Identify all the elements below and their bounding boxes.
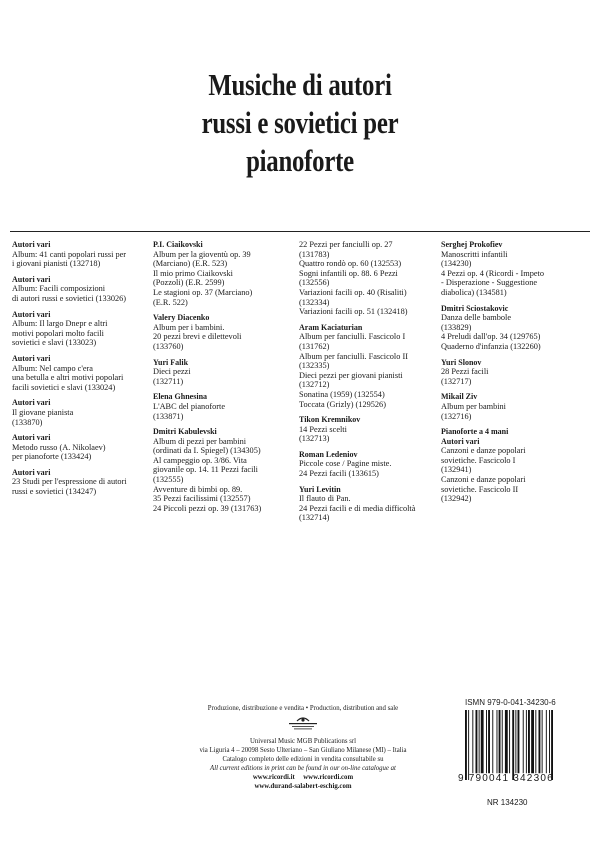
catalog-entry xyxy=(12,398,144,427)
catalog-column-2 xyxy=(153,240,288,519)
entry-author: Autori vari xyxy=(12,398,51,408)
catalog-entry xyxy=(12,275,144,304)
entry-works: Piccole cose / Pagine miste. 24 Pezzi facili (133615) xyxy=(299,459,392,479)
entry-author: P.I. Ciaikovski xyxy=(153,240,203,249)
barcode-bar xyxy=(476,710,478,773)
catalog-entry xyxy=(12,310,144,348)
entry-works: Danza delle bambole (133829) 4 Preludi dall'op. 34 (129765) Quaderno d'infanzia (132260) xyxy=(441,313,541,351)
catalog-entry xyxy=(299,415,429,444)
entry-works: Album per i bambini. 20 pezzi brevi e dilettevoli (133760) xyxy=(153,322,242,351)
entry-author: Autori vari xyxy=(12,467,51,477)
entry-author: Yuri Levitin xyxy=(299,484,341,494)
barcode-bar xyxy=(531,710,534,773)
barcode-bar xyxy=(528,710,530,773)
entry-author: Roman Ledeniov xyxy=(299,449,358,459)
entry-author: Aram Kaciaturian xyxy=(299,322,363,332)
barcode-bar xyxy=(505,710,508,773)
entry-works: Album per bambini (132716) xyxy=(441,401,506,421)
barcode-bar xyxy=(472,710,473,773)
title-line-2: russi e sovietici per xyxy=(201,105,399,140)
entry-works: Album: Facili composizioni di autori russi e sovietici (133026) xyxy=(12,284,127,303)
horizontal-divider xyxy=(10,231,590,232)
barcode-bar xyxy=(526,710,527,773)
entry-works: Album per la gioventù op. 39 (Marciano) (E.R. 523) Il mio primo Ciaikovski (Pozzoli) (E.R. 2599) Le stagioni op. 37 (Marciano) (E.R. 522) xyxy=(153,249,253,307)
entry-works: Canzoni e danze popolari sovietiche. Fascicolo I (132941) Canzoni e danze popolari sovietiche. Fascicolo II (132942) xyxy=(441,446,526,504)
entry-works: Album per fanciulli. Fascicolo I (131762) Album per fanciulli. Fascicolo II (132335) Dieci pezzi per giovani pianisti (132712) Sonatina (1959) (132554) Toccata (Grizly) (129526) xyxy=(299,332,408,409)
website-links: www.ricordi.it www.ricordi.com xyxy=(252,774,354,781)
entry-works: Metodo russo (A. Nikolaev) per pianoforte (133424) xyxy=(12,442,106,462)
entry-author: Tikon Kremnikov xyxy=(299,415,361,425)
entry-works: 23 Studi per l'espressione di autori russi e sovietici (134247) xyxy=(12,477,127,497)
entry-works: Album di pezzi per bambini (ordinati da I. Spiegel) (134305) Al campeggio op. 3/86. Vita giovanile op. 14. 11 Pezzi facili (132555) Avventure di bimbi op. 89. 35 Pezzi facilissimi (132557) 24 Piccoli pezzi op. 39 (131763) xyxy=(153,436,262,513)
barcode-bar xyxy=(486,710,487,773)
catalog-entry xyxy=(12,433,144,462)
catalog-entry xyxy=(441,240,591,298)
catalog-entry xyxy=(12,240,144,269)
catalog-entry xyxy=(153,427,288,513)
entry-works: Manoscritti infantili (134230) 4 Pezzi op. 4 (Ricordi - Impeto - Disperazione - Suggestione diabolica) (134581) xyxy=(441,249,544,297)
entry-author: Dmitri Sciostakovic xyxy=(441,303,509,313)
barcode-bar xyxy=(481,710,484,773)
barcode-bar xyxy=(502,710,503,773)
entry-works: Il giovane pianista (133870) xyxy=(12,407,74,427)
entry-author: Valery Diacenko xyxy=(153,313,210,323)
title-line-1: Musiche di autori xyxy=(208,67,392,102)
catalog-entry xyxy=(299,240,429,317)
publisher-footer xyxy=(150,704,456,791)
barcode-bar xyxy=(535,710,536,773)
catalog-note-it: Catalogo completo delle edizioni in vendita consultabile su xyxy=(222,756,384,763)
website-durand: www.durand-salabert-eschig.com xyxy=(254,783,352,790)
barcode-digits: 9 790041 342306 xyxy=(458,773,554,784)
entry-author: Autori vari xyxy=(12,309,51,319)
barcode-bar xyxy=(549,710,550,773)
entry-author: Mikail Ziv xyxy=(441,392,478,402)
production-line: Produzione, distribuzione e vendita • Production, distribution and sale xyxy=(207,705,399,712)
publisher-name: Universal Music MGB Publications srl xyxy=(249,738,357,745)
catalog-entry xyxy=(299,485,429,523)
entry-works: Album: Il largo Dnepr e altri motivi popolari molto facili sovietici e slavi (133023) xyxy=(12,319,108,348)
entry-works: Album: Nel campo c'era una betulla e altri motivi popolari facili sovietici e slavi (133024) xyxy=(12,363,124,392)
publisher-address: via Liguria 4 – 20098 Sesto Ulteriano – San Giuliano Milanese (MI) – Italia xyxy=(199,747,407,754)
barcode-bar xyxy=(509,710,510,773)
catalog-entry xyxy=(299,450,429,479)
barcode-bar xyxy=(512,710,514,780)
catalog-number: NR 134230 xyxy=(487,798,528,807)
entry-author: Autori vari xyxy=(12,353,51,363)
ismn-code: ISMN 979-0-041-34230-6 xyxy=(465,698,556,707)
entry-author: Autori vari xyxy=(12,274,51,284)
catalog-entry xyxy=(441,392,591,421)
barcode-bar xyxy=(518,710,520,773)
catalog-entry xyxy=(299,323,429,409)
entry-author: Serghej Prokofiev xyxy=(441,240,503,249)
catalog-column-4 xyxy=(441,240,591,510)
universal-music-logo-icon xyxy=(283,714,323,732)
entry-author: Pianoforte a 4 mani Autori vari xyxy=(441,427,509,446)
barcode-bar xyxy=(479,710,480,773)
barcode-bar xyxy=(546,710,547,773)
catalog-column-1 xyxy=(12,240,144,503)
barcode-bar xyxy=(492,710,493,773)
entry-works: 14 Pezzi scelti (132713) xyxy=(299,424,347,444)
barcode-bar xyxy=(488,710,490,773)
catalog-entry xyxy=(441,427,591,504)
barcode-icon xyxy=(462,710,588,780)
catalog-column-3 xyxy=(299,240,429,529)
barcode-bar xyxy=(468,710,469,780)
catalog-entry xyxy=(441,304,591,352)
barcode-bar xyxy=(542,710,543,773)
barcode-bar xyxy=(497,710,498,773)
entry-author: Autori vari xyxy=(12,240,51,249)
entry-works: Album: 41 canti popolari russi per i giovani pianisti (132718) xyxy=(12,249,127,269)
catalog-entry xyxy=(12,468,144,497)
entry-works: Il flauto di Pan. 24 Pezzi facili e di media difficoltà (132714) xyxy=(299,494,416,523)
catalog-entry xyxy=(153,240,288,307)
entry-author: Yuri Slonov xyxy=(441,357,482,367)
entry-author: Elena Ghnesina xyxy=(153,392,208,402)
entry-works: Dieci pezzi (132711) xyxy=(153,367,191,386)
barcode-bar xyxy=(465,710,467,780)
barcode-bar xyxy=(551,710,553,780)
entry-author: Dmitri Kabulevski xyxy=(153,427,217,437)
barcode-bar xyxy=(499,710,501,773)
page-title xyxy=(148,66,452,180)
catalog-entry xyxy=(153,392,288,421)
entry-author: Yuri Falik xyxy=(153,357,189,367)
entry-author: Autori vari xyxy=(12,433,51,443)
catalog-note-en: All current editions in print can be found in our on-line catalogue at xyxy=(210,765,396,772)
catalog-entry xyxy=(153,313,288,351)
catalog-entry xyxy=(12,354,144,392)
barcode-bar xyxy=(539,710,541,773)
barcode-bar xyxy=(523,710,524,773)
barcode-bar xyxy=(515,710,516,773)
entry-works: 22 Pezzi per fanciulli op. 27 (131783) Quattro rondò op. 60 (132553) Sogni infantili op. 88. 6 Pezzi (132556) Variazioni facili op. 40 (Risaliti) (132334) Variazioni facili op. 51 (132418) xyxy=(299,240,408,317)
entry-works: L'ABC del pianoforte (133871) xyxy=(153,401,226,421)
title-line-3: pianoforte xyxy=(246,143,354,178)
catalog-entry xyxy=(153,358,288,387)
entry-works: 28 Pezzi facili (132717) xyxy=(441,367,489,386)
catalog-entry xyxy=(441,358,591,387)
